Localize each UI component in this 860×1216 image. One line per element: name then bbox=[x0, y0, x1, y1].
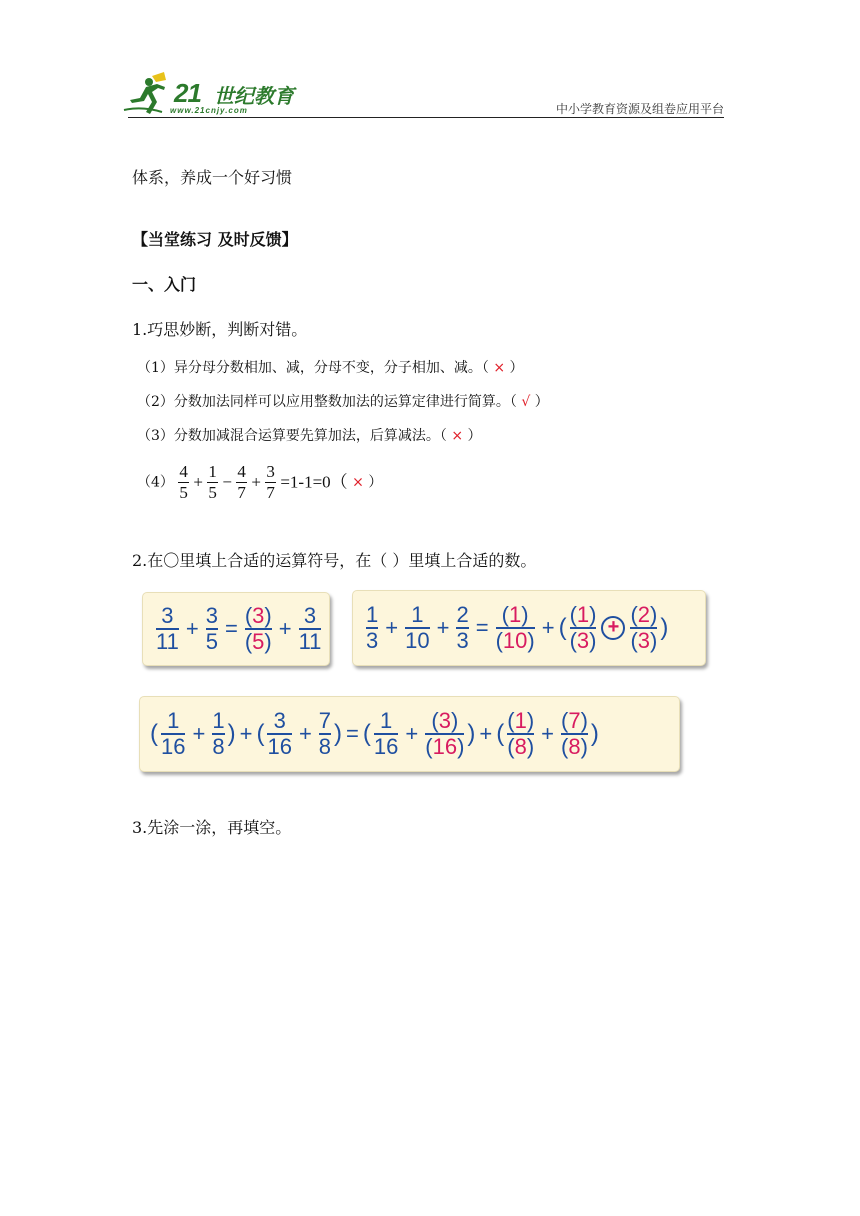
answer-value: 3 bbox=[637, 628, 651, 653]
cross-mark-icon: × bbox=[451, 428, 464, 444]
q1-item-4-label: （4） bbox=[137, 474, 174, 491]
operator: − bbox=[222, 472, 232, 492]
close-paren: ） bbox=[534, 394, 549, 410]
answer-value: 3 bbox=[252, 603, 265, 628]
answer-value: 1 bbox=[576, 602, 590, 627]
fraction: 3 5 bbox=[205, 603, 218, 654]
q1-item-1-text: （1）异分母分数相加、减，分母不变，分子相加、减。（ bbox=[137, 360, 489, 376]
intro-line: 体系，养成一个好习惯 bbox=[132, 168, 293, 187]
fraction: 1 16 bbox=[373, 708, 399, 759]
fraction: $\frac{3}{7}$ bbox=[266, 462, 275, 502]
circled-operator: + bbox=[601, 616, 625, 640]
q1-item-3-text: （3）分数加减混合运算要先算加法，后算减法。（ bbox=[137, 428, 447, 444]
q1-item-2-text: （2）分数加法同样可以应用整数加法的运算定律进行简算。（ bbox=[137, 394, 517, 410]
fraction: 7 8 bbox=[318, 708, 332, 759]
answer-value: 1 bbox=[514, 708, 527, 733]
answer-fraction: (2) (3) bbox=[630, 602, 658, 653]
check-mark-icon: √ bbox=[521, 394, 531, 410]
result-text: =1-1=0（ bbox=[280, 472, 348, 492]
question-3-title: 3.先涂一涂，再填空。 bbox=[132, 818, 292, 837]
section-title: 【当堂练习 及时反馈】 bbox=[132, 230, 298, 249]
answer-value: 5 bbox=[252, 629, 265, 654]
answer-value: 3 bbox=[438, 708, 451, 733]
fraction: $\frac{1}{5}$ bbox=[208, 462, 217, 502]
answer-fraction: (1) (3) bbox=[569, 602, 597, 653]
cross-mark-icon: × bbox=[352, 474, 364, 491]
logo-number: 21 bbox=[174, 78, 201, 108]
q1-item-2 bbox=[137, 393, 549, 411]
answer-value: 3 bbox=[576, 628, 590, 653]
answer-value: 7 bbox=[568, 708, 581, 733]
logo-url: www.21cnjy.com bbox=[170, 106, 248, 115]
close-paren: ） bbox=[467, 428, 482, 444]
cross-mark-icon: × bbox=[493, 360, 506, 376]
answer-value: 16 bbox=[432, 734, 458, 759]
fraction: 3 11 bbox=[298, 603, 322, 654]
answer-fraction: (3) (5) bbox=[244, 603, 272, 654]
question-1-title: 1.巧思妙断，判断对错。 bbox=[132, 320, 308, 339]
platform-name: 中小学教育资源及组卷应用平台 bbox=[555, 102, 724, 116]
operator: + bbox=[251, 472, 261, 492]
answer-fraction: (7) (8) bbox=[561, 708, 588, 759]
fraction: 2 3 bbox=[456, 602, 469, 653]
fraction: $\frac{4}{7}$ bbox=[237, 462, 246, 502]
fraction: 3 16 bbox=[267, 708, 292, 759]
answer-fraction: (1) (8) bbox=[507, 708, 535, 759]
operator: + bbox=[193, 472, 203, 492]
header-divider bbox=[128, 117, 724, 118]
logo-chinese: 世纪教育 bbox=[214, 84, 294, 108]
fraction: 1 3 bbox=[366, 602, 379, 653]
question-2-title: 2.在〇里填上合适的运算符号，在（ ）里填上合适的数。 bbox=[132, 551, 537, 570]
close-paren: ） bbox=[368, 474, 383, 491]
answer-fraction: (3) (16) bbox=[425, 708, 465, 759]
exercise-box-1: 3 11 + 3 5 = (3) (5) + 3 11 bbox=[142, 592, 330, 666]
q1-item-3 bbox=[137, 427, 482, 445]
runner-logo-icon bbox=[122, 70, 174, 116]
exercise-box-3: ( 1 16 + 1 8 ) + ( 3 16 + 7 8 ) = ( 1 16 + (3) (16) ) + ( (1) (8) + (7) (8) ) bbox=[139, 696, 680, 772]
fraction: 1 10 bbox=[405, 602, 430, 653]
exercise-box-2: 1 3 + 1 10 + 2 3 = (1) (10) + ( (1) (3) + (2) (3) ) bbox=[352, 590, 706, 666]
fraction: 1 16 bbox=[161, 708, 186, 759]
q1-item-4 bbox=[137, 462, 382, 503]
q1-item-1 bbox=[137, 359, 524, 377]
fraction: 1 8 bbox=[212, 708, 225, 759]
answer-value: 2 bbox=[637, 602, 651, 627]
fraction: $\frac{4}{5}$ bbox=[179, 462, 188, 502]
fraction: 3 11 bbox=[156, 603, 179, 654]
site-logo bbox=[122, 70, 312, 120]
close-paren: ） bbox=[509, 360, 524, 376]
answer-fraction: (1) (10) bbox=[495, 602, 535, 653]
answer-value: 8 bbox=[514, 734, 527, 759]
part-title: 一、入门 bbox=[132, 275, 197, 294]
answer-value: 1 bbox=[509, 602, 522, 627]
answer-value: 8 bbox=[568, 734, 581, 759]
answer-value: 10 bbox=[502, 628, 528, 653]
